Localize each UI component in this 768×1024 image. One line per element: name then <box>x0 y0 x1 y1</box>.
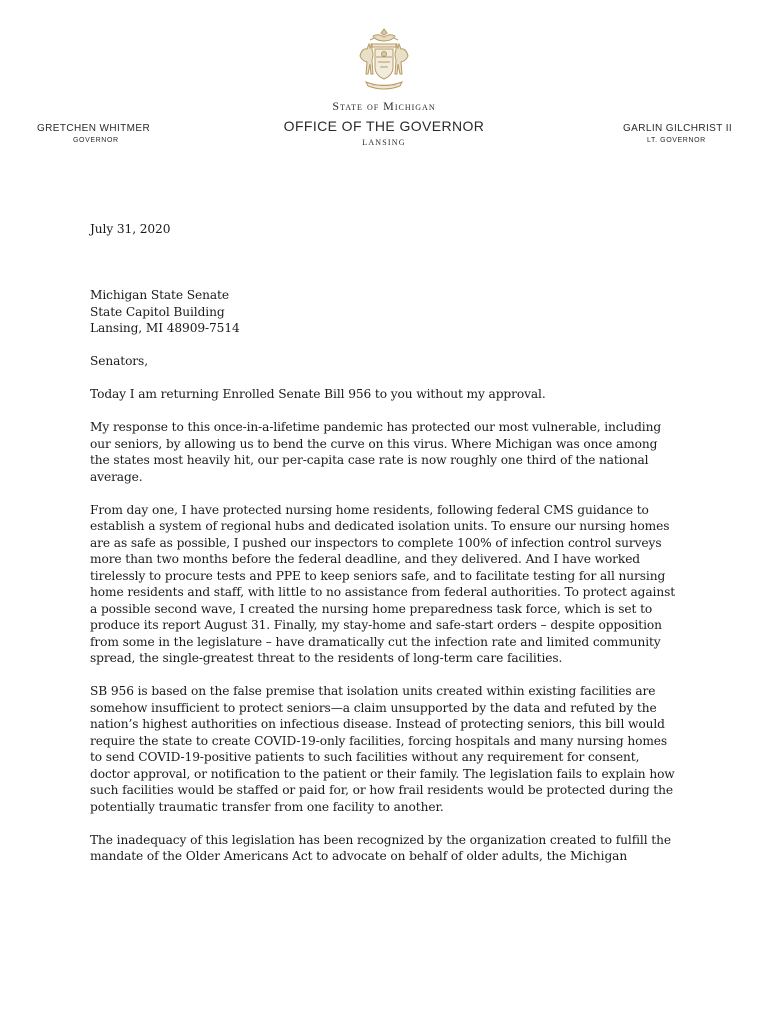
city-name: LANSING <box>362 138 406 147</box>
body-paragraph: From day one, I have protected nursing home residents, following federal CMS guidance to establish a system of regional hubs and dedicated isolation units. To ensure our nursing homes are as safe as possible, I pushed our inspectors to complete 100% of infection control surveys more than two months before the federal deadline, and they delivered. And I have worked tirelessly to procure tests and PPE to keep seniors safe, and to facilitate testing for all nursing home residents and staff, with little to no assistance from federal authorities. To protect against a possible second wave, I created the nursing home preparedness task force, which is set to produce its report August 31. Finally, my stay-home and safe-start orders – despite opposition from some in the legislature – have dramatically cut the infection rate and limited community spread, the single-greatest threat to the residents of long-term care facilities. <box>90 502 676 665</box>
address-line: Lansing, MI 48909-7514 <box>90 321 240 335</box>
letter-date: July 31, 2020 <box>90 222 171 236</box>
lt-governor-title: LT. GOVERNOR <box>647 137 706 144</box>
address-line: State Capitol Building <box>90 304 225 319</box>
office-name: OFFICE OF THE GOVERNOR <box>283 118 485 134</box>
michigan-seal-icon <box>356 26 412 96</box>
body-paragraph: Today I am returning Enrolled Senate Bill 956 to you without my approval. <box>90 387 546 401</box>
recipient-address <box>90 287 680 337</box>
governor-name: GRETCHEN WHITMER <box>37 123 151 134</box>
lt-governor-name: GARLIN GILCHRIST II <box>623 123 733 134</box>
salutation: Senators, <box>90 354 148 368</box>
body-paragraph: My response to this once-in-a-lifetime pandemic has protected our most vulnerable, including our seniors, by allowing us to bend the curve on this virus. Where Michigan was once among the states most heavily hit, our per-capita case rate is now roughly one third of the national average. <box>90 420 662 484</box>
address-line: Michigan State Senate <box>90 288 229 302</box>
body-paragraph: SB 956 is based on the false premise that isolation units created within existing facilities are somehow insufficient to protect seniors—a claim unsupported by the data and refuted by the nation’s highest authorities on infectious disease. Instead of protecting seniors, this bill would require the state to create COVID-19-only facilities, forcing hospitals and many nursing homes to send COVID-19-positive patients to such facilities without any requirement for consent, doctor approval, or notification to the patient or their family. The legislation fails to explain how such facilities would be staffed or paid for, or how frail residents would be protected during the potentially traumatic transfer from one facility to another. <box>90 684 675 814</box>
letter-body <box>90 221 680 881</box>
body-paragraph: The inadequacy of this legislation has been recognized by the organization created to fulfill the mandate of the Older Americans Act to advocate on behalf of older adults, the Michigan <box>90 832 671 863</box>
governor-title: GOVERNOR <box>73 137 119 144</box>
state-name: State of Michigan <box>332 99 436 113</box>
